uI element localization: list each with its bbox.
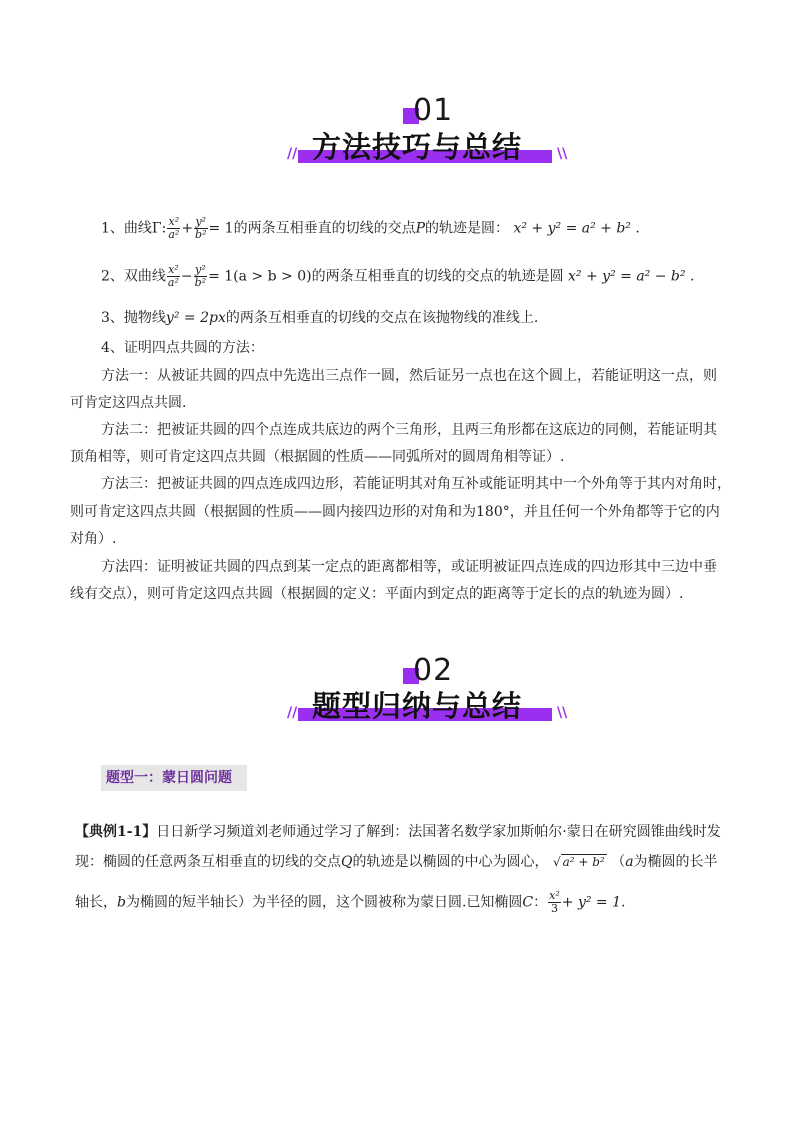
fraction-y2-b2: $\frac{\text{y²}}{\text{b²}}$ — [194, 263, 207, 289]
method-2-line-1: 方法二：把被证共圆的四个点连成共底边的两个三角形，且两三角形都在这底边的同侧，若能证明其 — [101, 422, 717, 438]
method-4-line-1: 方法四：证明被证共圆的四点到某一定点的距离都相等，或证明被证四点连成的四边形其中三边中垂 — [101, 559, 717, 575]
item-3: 3、抛物线y² = 2px的两条互相垂直的切线的交点在该抛物线的准线上. — [101, 310, 539, 326]
section-title: 方法技巧与总结 — [312, 130, 523, 164]
slash-left-icon: // — [287, 705, 298, 721]
method-1-line-2: 可肯定这四点共圆. — [70, 395, 187, 411]
item-4: 4、证明四点共圆的方法： — [101, 340, 264, 356]
example-line-2: 现：椭圆的任意两条互相垂直的切线的交点Q的轨迹是以椭圆的中心为圆心， √ a² + b² （a为椭圆的长半 — [75, 854, 718, 870]
slash-right-icon: \\ — [557, 146, 568, 162]
sqrt-expression: √ a² + b² — [552, 855, 605, 869]
fraction-x2-a2: $\frac{\text{x²}}{\text{a²}}$ — [168, 215, 180, 241]
method-2-line-2: 顶角相等，则可肯定这四点共圆（根据圆的性质——同弧所对的圆周角相等证）. — [70, 449, 565, 465]
example-line-1: 【典例1-1】日日新学习频道刘老师通过学习了解到：法国著名数学家加斯帕尔·蒙日在研究圆锥曲线时发 — [75, 824, 721, 840]
section-number: 01 — [413, 93, 454, 128]
method-1-line-1: 方法一：从被证共圆的四点中先选出三点作一圆，然后证另一点也在这个圆上，若能证明这一点，则 — [101, 368, 717, 384]
fraction-y2-b2: $\frac{\text{y²}}{\text{b²}}$ — [195, 215, 207, 241]
fraction-x2-3: $\frac{\text{x²}}{3}$ — [549, 889, 560, 915]
fraction-x2-a2: $\frac{\text{x²}}{\text{a²}}$ — [167, 263, 179, 289]
method-4-line-2: 线有交点），则可肯定这四点共圆（根据圆的定义：平面内到定点的距离等于定长的点的轨迹为圆）. — [70, 586, 684, 602]
item-1: 1、曲线Γ: $\frac{\text{x²}}{\text{a²}}$ + $\frac{\text{y²}}{\text{b²}}$ = 1的两条互相垂直的切线的交点P的轨迹是圆： x² + y² = a² + b² . — [101, 215, 640, 241]
section-title: 题型归纳与总结 — [312, 689, 523, 723]
method-3-line-1: 方法三：把被证共圆的四点连成四边形，若能证明其对角互补或能证明其中一个外角等于其内对角时， — [101, 476, 731, 492]
question-type-tag: 题型一：蒙日圆问题 — [106, 770, 232, 786]
slash-left-icon: // — [287, 146, 298, 162]
method-3-line-3: 对角）. — [70, 531, 117, 547]
example-line-3: 轴长，b为椭圆的短半轴长）为半径的圆，这个圆被称为蒙日圆.已知椭圆C： $\frac{\text{x²}}{3}$ + y² = 1. — [75, 889, 626, 915]
item-1-prefix: 1、曲线Γ: — [101, 220, 167, 237]
item-2: 2、双曲线 $\frac{\text{x²}}{\text{a²}}$ − $\frac{\text{y²}}{\text{b²}}$ = 1(a > b > 0)的两条互相垂直的切线的交点的轨迹是圆 x² + y² = a² − b² . — [101, 263, 695, 289]
equation: x² + y² = a² − b² — [568, 268, 686, 285]
method-3-line-2: 则可肯定这四点共圆（根据圆的性质——圆内接四边形的对角和为180°，并且任何一个外角都等于它的内 — [70, 504, 720, 520]
slash-right-icon: \\ — [557, 705, 568, 721]
equation: x² + y² = a² + b² — [513, 220, 631, 237]
example-label: 【典例1-1】 — [75, 824, 157, 840]
section-number: 02 — [413, 653, 454, 688]
equation: y² = 2px — [165, 310, 226, 326]
